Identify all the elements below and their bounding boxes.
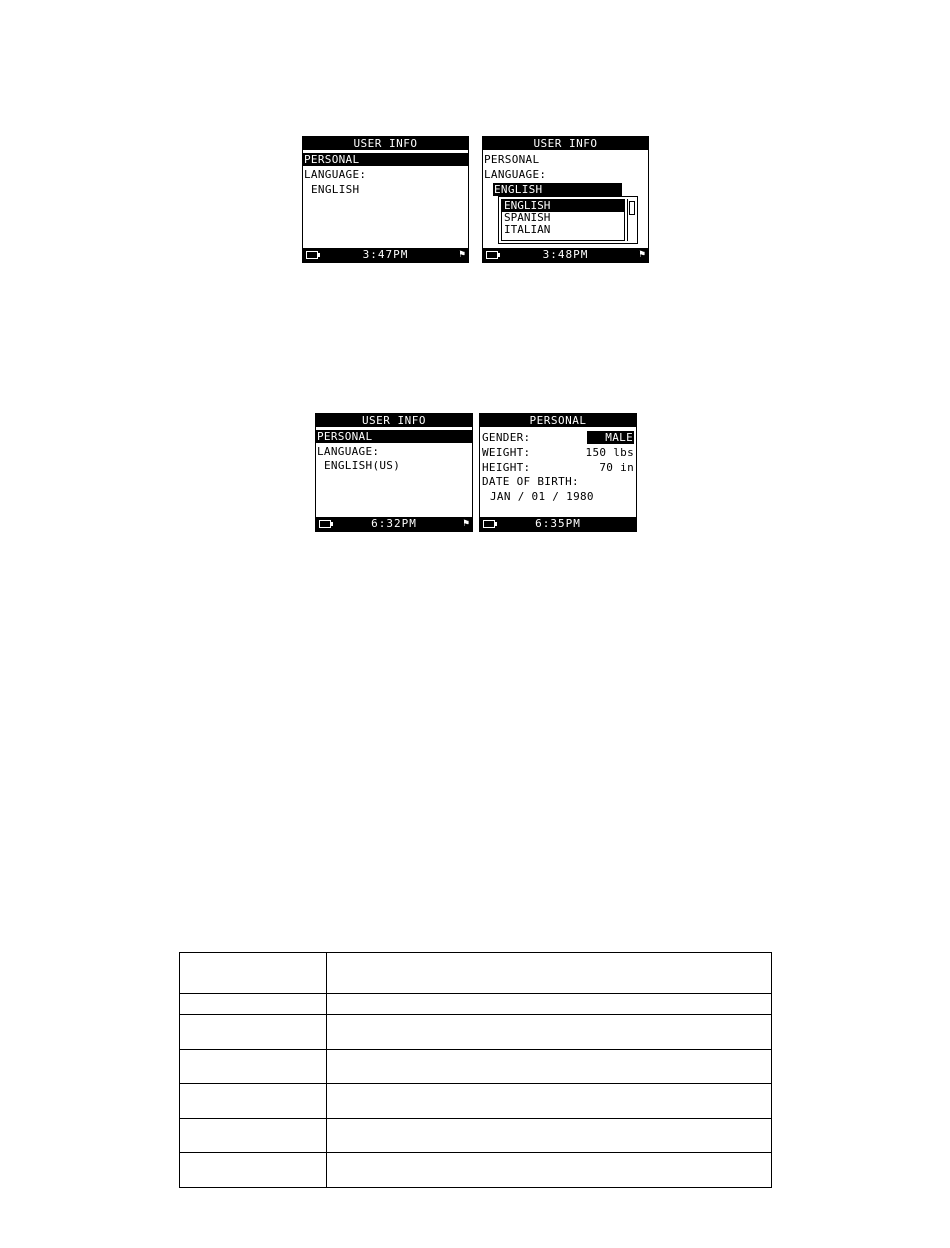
table-row <box>180 994 772 1015</box>
dropdown-option[interactable]: ENGLISH <box>502 200 624 212</box>
dropdown-option[interactable]: SPANISH <box>504 211 551 224</box>
table-cell <box>180 1015 327 1050</box>
table-cell <box>327 1015 772 1050</box>
weight-label: WEIGHT: <box>482 446 531 459</box>
scrollbar[interactable] <box>627 199 636 241</box>
table-row <box>180 1050 772 1084</box>
language-value[interactable]: ENGLISH(US) <box>324 459 401 472</box>
screen-title: USER INFO <box>483 137 648 150</box>
runner-icon: ⚑ <box>462 518 469 529</box>
table-cell <box>327 994 772 1015</box>
table-row <box>180 1084 772 1119</box>
table-cell <box>180 1050 327 1084</box>
table-cell <box>327 953 772 994</box>
table-cell <box>180 1084 327 1119</box>
language-label: LANGUAGE: <box>317 445 380 458</box>
language-label: LANGUAGE: <box>304 168 367 181</box>
description-table <box>179 952 772 1188</box>
gender-label: GENDER: <box>482 431 531 444</box>
screen-title: PERSONAL <box>480 414 636 427</box>
status-bar <box>316 517 472 531</box>
table-cell <box>180 1153 327 1188</box>
status-bar <box>480 517 636 531</box>
menu-item-personal[interactable]: PERSONAL <box>484 153 540 166</box>
language-select[interactable]: ENGLISH <box>493 183 622 196</box>
table-cell <box>180 953 327 994</box>
table-cell <box>327 1153 772 1188</box>
screen-title: USER INFO <box>316 414 472 427</box>
device-screen-user-info-1 <box>302 136 469 263</box>
clock-time: 6:32PM <box>371 517 417 530</box>
menu-item-personal[interactable]: PERSONAL <box>316 430 472 443</box>
dropdown-option[interactable]: ITALIAN <box>504 223 551 236</box>
table-row <box>180 1153 772 1188</box>
language-value[interactable]: ENGLISH <box>311 183 360 196</box>
gender-value[interactable]: MALE <box>587 431 634 444</box>
clock-time: 3:47PM <box>362 248 409 261</box>
height-value[interactable]: 70 in <box>599 461 634 474</box>
table-row <box>180 1015 772 1050</box>
dob-value[interactable]: JAN / 01 / 1980 <box>490 490 594 503</box>
runner-icon: ⚑ <box>638 249 645 260</box>
table-row <box>180 1119 772 1153</box>
device-screen-user-info-3 <box>315 413 473 532</box>
clock-time: 6:35PM <box>535 517 581 530</box>
table-cell <box>327 1084 772 1119</box>
height-label: HEIGHT: <box>482 461 531 474</box>
table-cell <box>327 1050 772 1084</box>
runner-icon: ⚑ <box>458 249 465 260</box>
table-row <box>180 953 772 994</box>
status-bar <box>483 248 648 262</box>
menu-item-personal[interactable]: PERSONAL <box>303 153 468 166</box>
dropdown-list <box>501 199 625 241</box>
table-cell <box>180 994 327 1015</box>
language-label: LANGUAGE: <box>484 168 547 181</box>
language-dropdown[interactable] <box>498 196 638 244</box>
clock-time: 3:48PM <box>542 248 589 261</box>
scrollbar-thumb[interactable] <box>629 201 635 215</box>
device-screen-user-info-2 <box>482 136 649 263</box>
table-cell <box>180 1119 327 1153</box>
table-cell <box>327 1119 772 1153</box>
screen-title: USER INFO <box>303 137 468 150</box>
device-screen-personal <box>479 413 637 532</box>
weight-value[interactable]: 150 lbs <box>585 446 634 459</box>
dob-label: DATE OF BIRTH: <box>482 475 579 488</box>
status-bar <box>303 248 468 262</box>
